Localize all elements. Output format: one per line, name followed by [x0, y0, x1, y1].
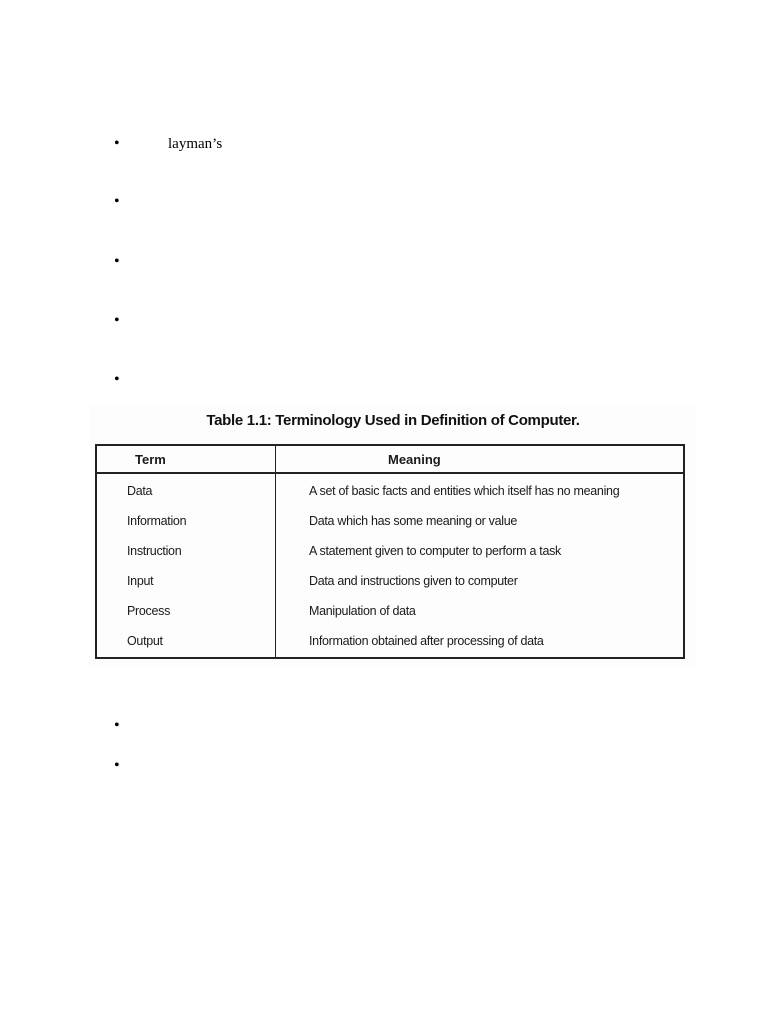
cell-term: Process: [127, 604, 171, 618]
cell-meaning: A set of basic facts and entities which itself has no meaning: [309, 484, 620, 498]
table-row: [97, 538, 683, 568]
cell-term: Information: [127, 514, 187, 528]
table-header-row: [97, 446, 683, 474]
cell-meaning: Data which has some meaning or value: [309, 514, 518, 528]
terminology-table-figure: [90, 404, 696, 666]
bullet-marker: •: [114, 312, 120, 329]
bullet-marker: •: [114, 253, 120, 270]
bullet-marker: •: [114, 135, 120, 152]
cell-meaning: A statement given to computer to perform a task: [309, 544, 562, 558]
bullet-marker: •: [114, 717, 120, 734]
cell-meaning: Manipulation of data: [309, 604, 416, 618]
cell-term: Data: [127, 484, 153, 498]
cell-term: Input: [127, 574, 154, 588]
header-meaning: Meaning: [388, 452, 441, 467]
bullet-marker: •: [114, 371, 120, 388]
terminology-table: [95, 444, 685, 659]
cell-meaning: Information obtained after processing of data: [309, 634, 544, 648]
bullet-marker: •: [114, 757, 120, 774]
bullet-marker: •: [114, 193, 120, 210]
cell-term: Instruction: [127, 544, 182, 558]
table-caption: Table 1.1: Terminology Used in Definition of Computer.: [206, 412, 580, 429]
cell-term: Output: [127, 634, 163, 648]
bullet-text: layman’s: [168, 136, 223, 152]
table-row: [97, 628, 683, 658]
table-row: [97, 478, 683, 508]
header-term: Term: [135, 452, 166, 467]
table-row: [97, 598, 683, 628]
table-row: [97, 508, 683, 538]
table-row: [97, 568, 683, 598]
cell-meaning: Data and instructions given to computer: [309, 574, 518, 588]
